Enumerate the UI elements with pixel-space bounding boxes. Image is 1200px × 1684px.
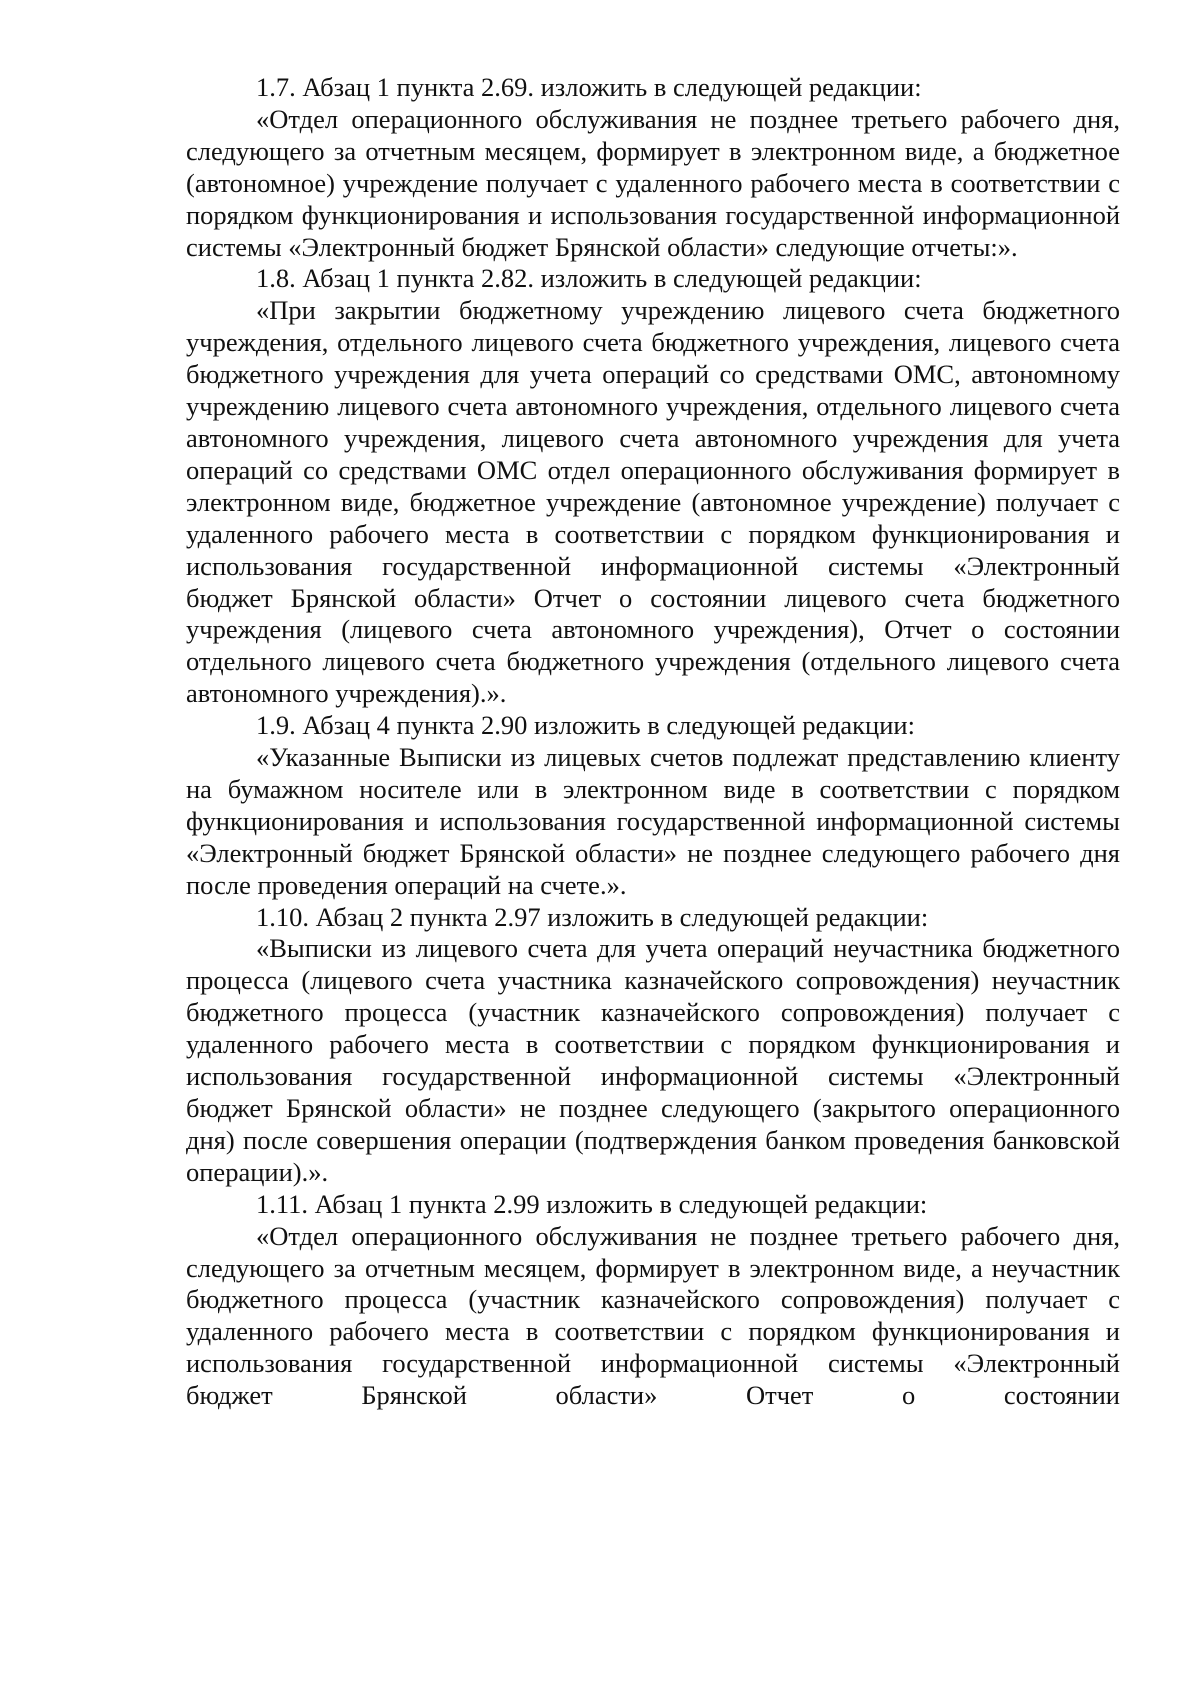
item-heading-1-7: 1.7. Абзац 1 пункта 2.69. изложить в следующей редакции: xyxy=(256,72,922,102)
item-text-1-10: «Выписки из лицевого счета для учета операций неучастника бюджетного процесса (лицевого счета участника казначейского сопровождения) неучастник бюджетного процесса (участник казначейского сопровождения) получает с удаленного рабочего места в соответствии с порядком функционирования и использования государственной информационной системы «Электронный бюджет Брянской области» не позднее следующего (закрытого операционного дня) после совершения операции (подтверждения банком проведения банковской операции).». xyxy=(186,933,1120,1187)
item-text-1-8: «При закрытии бюджетному учреждению лицевого счета бюджетного учреждения, отдельного лицевого счета бюджетного учреждения, лицевого счета бюджетного учреждения для учета операций со средствами ОМС, автономному учреждению лицевого счета автономного учреждения, отдельного лицевого счета автономного учреждения, лицевого счета автономного учреждения для учета операций со средствами ОМС отдел операционного обслуживания формирует в электронном виде, бюджетное учреждение (автономное учреждение) получает с удаленного рабочего места в соответствии с порядком функционирования и использования государственной информационной системы «Электронный бюджет Брянской области» Отчет о состоянии лицевого счета бюджетного учреждения (лицевого счета автономного учреждения), Отчет о состоянии отдельного лицевого счета бюджетного учреждения (отдельного лицевого счета автономного учреждения).». xyxy=(186,295,1120,709)
item-heading-1-9: 1.9. Абзац 4 пункта 2.90 изложить в следующей редакции: xyxy=(256,710,915,741)
item-text-1-11: «Отдел операционного обслуживания не позднее третьего рабочего дня, следующего за отчетным месяцем, формирует в электронном виде, а неучастник бюджетного процесса (участник казначейского сопровождения) получает с удаленного рабочего места в соответствии с порядком функционирования и использования государственной информационной системы «Электронный бюджет Брянской области» Отчет о состоянии xyxy=(186,1220,1120,1411)
document-page xyxy=(186,72,1120,1412)
item-heading-1-8: 1.8. Абзац 1 пункта 2.82. изложить в следующей редакции: xyxy=(256,263,922,294)
item-text-1-9: «Указанные Выписки из лицевых счетов подлежат представлению клиенту на бумажном носителе или в электронном виде в соответствии с порядком функционирования и использования государственной информационной системы «Электронный бюджет Брянской области» не позднее следующего рабочего дня после проведения операций на счете.». xyxy=(186,742,1120,900)
item-heading-1-10: 1.10. Абзац 2 пункта 2.97 изложить в следующей редакции: xyxy=(256,901,929,932)
item-heading-1-11: 1.11. Абзац 1 пункта 2.99 изложить в следующей редакции: xyxy=(256,1188,928,1219)
item-text-1-7: «Отдел операционного обслуживания не позднее третьего рабочего дня, следующего за отчетным месяцем, формирует в электронном виде, а бюджетное (автономное) учреждение получает с удаленного рабочего места в соответствии с порядком функционирования и использования государственной информационной системы «Электронный бюджет Брянской области» следующие отчеты:». xyxy=(186,103,1120,262)
